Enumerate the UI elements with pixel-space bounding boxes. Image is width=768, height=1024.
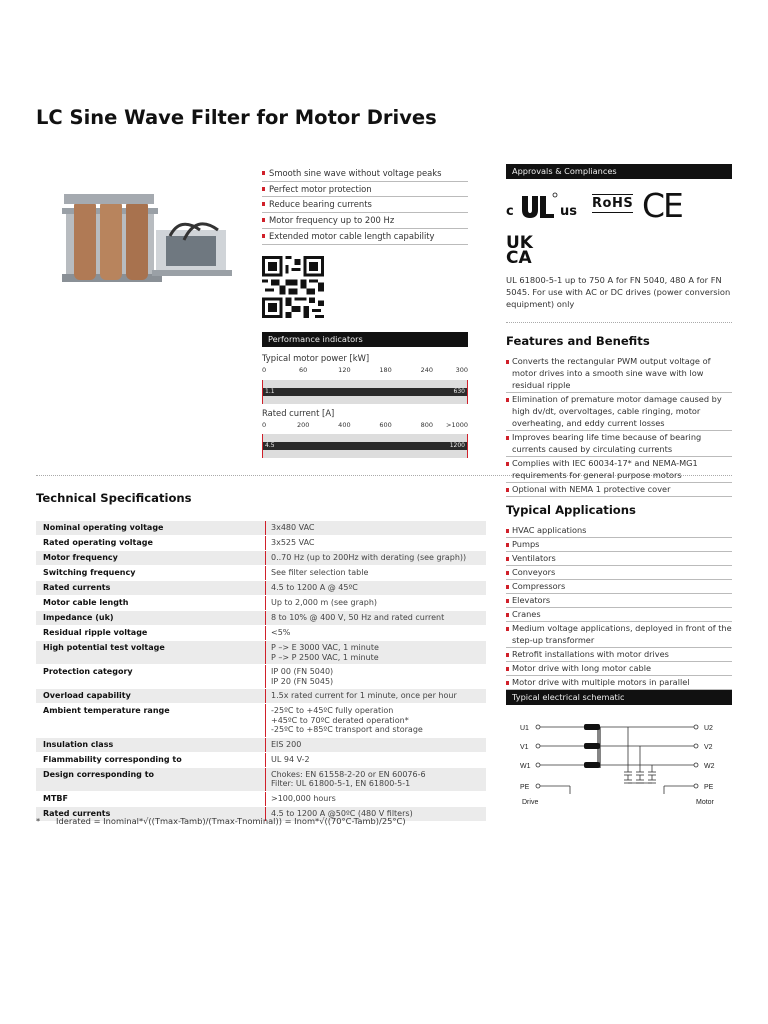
spec-value: P –> E 3000 VAC, 1 minute P –> P 2500 VAC, 1 minute <box>271 643 379 662</box>
in-label: V1 <box>520 744 529 751</box>
out-label: U2 <box>704 725 713 732</box>
list-item: Ventilators <box>506 552 732 566</box>
performance-header: Performance indicators <box>262 332 468 347</box>
list-item: Smooth sine wave without voltage peaks <box>262 166 468 182</box>
tick-label: 600 <box>379 421 392 429</box>
spec-key: High potential test voltage <box>36 641 266 664</box>
spec-value: 3x525 VAC <box>271 538 315 547</box>
list-item: Elimination of premature motor damage caused by high dv/dt, overvoltages, cable ringing, motor overheating, and eddy current losses <box>506 393 732 431</box>
motor-power-range-bar <box>262 380 468 404</box>
table-row <box>36 626 486 641</box>
page-title: LC Sine Wave Filter for Motor Drives <box>36 106 437 129</box>
applications-list <box>506 524 732 690</box>
approval-logos <box>506 188 732 270</box>
spec-key: Rated currents <box>36 581 266 595</box>
product-image <box>44 170 244 300</box>
spec-key: Insulation class <box>36 738 266 752</box>
spec-value: IP 00 (FN 5040) IP 20 (FN 5045) <box>271 667 334 686</box>
inductor-u <box>584 724 600 730</box>
table-row <box>36 704 486 738</box>
list-item: Converts the rectangular PWM output voltage of motor drives into a smooth sine wave with low residual ripple <box>506 355 732 393</box>
list-item: Improves bearing life time because of bearing currents caused by circulating currents <box>506 431 732 457</box>
table-row <box>36 641 486 665</box>
range-max-label: 1200 <box>449 442 465 449</box>
spec-value: 3x480 VAC <box>271 523 315 532</box>
spec-value: 1.5x rated current for 1 minute, once per hour <box>271 691 457 700</box>
rated-current-ticks <box>262 421 468 431</box>
list-item: Optional with NEMA 1 protective cover <box>506 483 732 497</box>
table-row <box>36 665 486 689</box>
spec-value: >100,000 hours <box>271 793 336 803</box>
tick-label: 180 <box>379 366 392 374</box>
spec-value: Chokes: EN 61558-2-20 or EN 60076-6 Filter: UL 61800-5-1, EN 61800-5-1 <box>271 769 426 788</box>
inductor-w <box>584 762 600 768</box>
ul-c-mark: c <box>506 204 514 219</box>
spec-key: Rated currents <box>36 807 266 821</box>
spec-value: UL 94 V-2 <box>271 754 310 764</box>
table-row <box>36 738 486 753</box>
ul-logo <box>506 192 582 222</box>
table-row <box>36 536 486 551</box>
spec-value: 0..70 Hz (up to 200Hz with derating (see graph)) <box>271 553 467 562</box>
spec-key: Flammability corresponding to <box>36 753 266 767</box>
spec-key: Motor frequency <box>36 551 266 565</box>
tick-label: 240 <box>420 366 434 374</box>
list-item: Reduce bearing currents <box>262 197 468 213</box>
table-row <box>36 611 486 626</box>
list-item: Medium voltage applications, deployed in front of the step-up transformer <box>506 622 732 648</box>
list-item: Cranes <box>506 608 732 622</box>
ce-logo: CE <box>642 186 682 225</box>
approvals-text: UL 61800-5-1 up to 750 A for FN 5040, 480 A for FN 5045. For use with AC or DC drives (power conversion equipment) only <box>506 275 731 309</box>
spec-key: Switching frequency <box>36 566 266 580</box>
tick-label: 0 <box>262 421 267 429</box>
spec-key: Nominal operating voltage <box>36 521 266 535</box>
key-features-list <box>262 166 468 245</box>
table-row <box>36 596 486 611</box>
spec-value: Up to 2,000 m (see graph) <box>271 598 378 607</box>
out-label: PE <box>704 784 714 791</box>
drive-caption: Drive <box>522 799 539 806</box>
rohs-logo: RoHS <box>592 196 634 211</box>
spec-value: EIS 200 <box>271 739 302 749</box>
table-row <box>36 792 486 807</box>
list-item: Motor drive with long motor cable <box>506 662 732 676</box>
range-fill <box>263 388 467 396</box>
schematic-header: Typical electrical schematic <box>506 690 732 705</box>
spec-key: Impedance (uk) <box>36 611 266 625</box>
list-item: Perfect motor protection <box>262 182 468 198</box>
features-list <box>506 355 732 497</box>
spec-key: Protection category <box>36 665 266 688</box>
specs-table <box>36 521 486 822</box>
spec-key: Design corresponding to <box>36 768 266 791</box>
footnote-marker: * <box>36 816 41 826</box>
table-row <box>36 689 486 704</box>
tick-label: 60 <box>299 366 308 374</box>
motor-caption: Motor <box>696 799 714 806</box>
specs-heading: Technical Specifications <box>36 491 192 505</box>
spec-value: <5% <box>271 628 291 637</box>
ul-mark-icon <box>516 192 558 222</box>
rated-current-label: Rated current [A] <box>262 408 335 418</box>
spec-value: 4.5 to 1200 A @50ºC (480 V filters) <box>271 808 413 818</box>
tick-label: 0 <box>262 366 267 374</box>
list-item: Complies with IEC 60034-17* and NEMA-MG1 requirements for general purpose motors <box>506 457 732 483</box>
table-row <box>36 551 486 566</box>
table-row <box>36 768 486 792</box>
spec-value: 4.5 to 1200 A @ 45ºC <box>271 583 358 592</box>
tick-label: 120 <box>338 366 351 374</box>
inductor-v <box>584 743 600 749</box>
table-row <box>36 753 486 768</box>
range-max-label: 630 <box>453 388 465 395</box>
in-label: PE <box>520 784 530 791</box>
table-row <box>36 521 486 536</box>
motor-power-label: Typical motor power [kW] <box>262 353 370 363</box>
list-item: Extended motor cable length capability <box>262 229 468 245</box>
electrical-schematic <box>516 714 728 810</box>
tick-label: 400 <box>338 421 351 429</box>
spec-value: See filter selection table <box>271 568 369 577</box>
list-item: Retrofit installations with motor drives <box>506 648 732 662</box>
ukca-logo <box>506 233 533 268</box>
list-item: Motor drive with multiple motors in parallel <box>506 676 732 690</box>
out-label: V2 <box>704 744 713 751</box>
approvals-header: Approvals & Compliances <box>506 164 732 179</box>
spec-key: Motor cable length <box>36 596 266 610</box>
spec-key: Rated operating voltage <box>36 536 266 550</box>
list-item: HVAC applications <box>506 524 732 538</box>
range-min-label: 1.1 <box>265 388 275 395</box>
range-min-label: 4.5 <box>265 442 275 449</box>
list-item: Pumps <box>506 538 732 552</box>
in-label: W1 <box>520 763 531 770</box>
table-row <box>36 581 486 596</box>
spec-key: MTBF <box>36 792 266 806</box>
spec-key: Ambient temperature range <box>36 704 266 737</box>
list-item: Conveyors <box>506 566 732 580</box>
footnote <box>36 816 406 826</box>
qr-code[interactable] <box>262 256 324 318</box>
range-fill <box>263 442 467 450</box>
spec-key: Overload capability <box>36 689 266 703</box>
tick-label: 300 <box>455 366 468 374</box>
spec-value: 8 to 10% @ 400 V, 50 Hz and rated current <box>271 613 445 622</box>
rated-current-range-bar <box>262 434 468 458</box>
applications-heading: Typical Applications <box>506 503 636 517</box>
spec-value: -25ºC to +45ºC fully operation +45ºC to 70ºC derated operation* -25ºC to +85ºC transport and storage <box>271 706 423 734</box>
list-item: Elevators <box>506 594 732 608</box>
spec-key: Residual ripple voltage <box>36 626 266 640</box>
ul-us-mark: us <box>560 204 577 219</box>
table-row <box>36 566 486 581</box>
in-label: U1 <box>520 725 529 732</box>
tick-label: 200 <box>296 421 310 429</box>
list-item: Motor frequency up to 200 Hz <box>262 213 468 229</box>
out-label: W2 <box>704 763 715 770</box>
tick-label: >1000 <box>446 421 468 429</box>
tick-label: 800 <box>420 421 434 429</box>
footnote-text: Iderated = Inominal*√((Tmax-Tamb)/(Tmax-Tnominal)) = Inom*√((70°C-Tamb)/25°C) <box>56 816 406 826</box>
list-item: Compressors <box>506 580 732 594</box>
ukca-line-1: UK <box>506 233 533 253</box>
motor-power-ticks <box>262 366 468 376</box>
features-heading: Features and Benefits <box>506 334 650 348</box>
ukca-line-2: CA <box>506 248 532 268</box>
section-divider <box>506 322 732 323</box>
